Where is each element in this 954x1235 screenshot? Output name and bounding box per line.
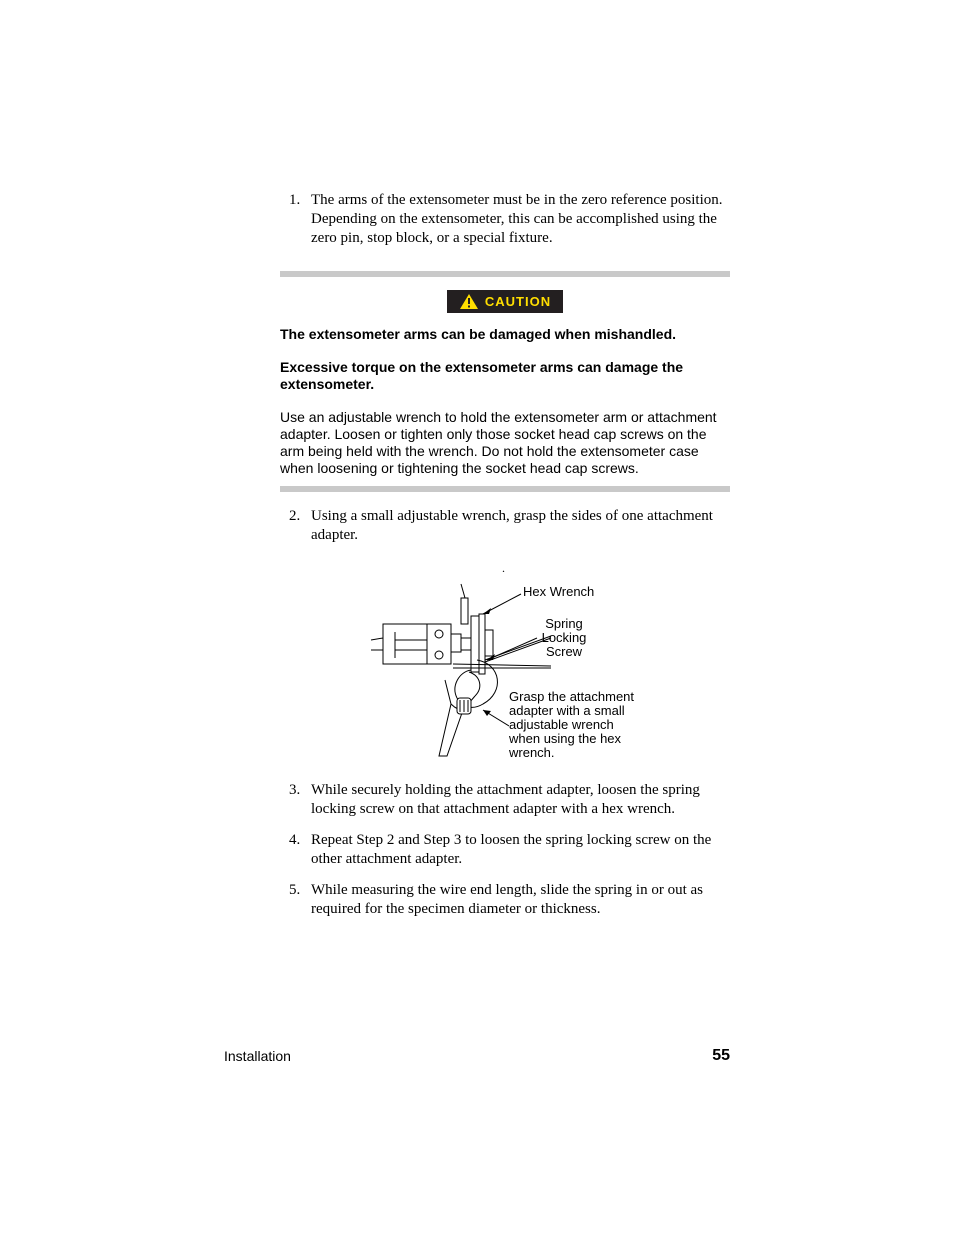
label-grasp: Grasp the attachment adapter with a small adjustable wrench when using the hex wrench. <box>509 689 635 760</box>
warning-icon <box>459 293 479 310</box>
step-number: 1. <box>289 192 301 208</box>
caution-badge <box>447 290 563 313</box>
step-text: The arms of the extensometer must be in the zero reference position. Depending on the extensometer, this can be accomplished using the zero pin, stop block, or a special fixture. <box>311 192 723 246</box>
page-number: 55 <box>712 1047 730 1064</box>
figure-dot: . <box>502 561 505 575</box>
step-5 <box>289 881 731 921</box>
label-spring-locking-screw: Spring Locking Screw <box>541 616 587 659</box>
step-text: While securely holding the attachment adapter, loosen the spring locking screw on that attachment adapter with a hex wrench. <box>311 782 700 817</box>
step-number: 2. <box>289 508 301 524</box>
step-2 <box>289 507 731 547</box>
caution-label: CAUTION <box>484 294 552 309</box>
caution-body: Use an adjustable wrench to hold the extensometer arm or attachment adapter. Loosen or tighten only those socket head cap screws on the arm being held with the wrench. Do not hold the extensometer case when loosening or tightening the socket head cap screws. <box>280 409 717 476</box>
step-3 <box>289 781 731 821</box>
caution-top-rule <box>280 271 730 277</box>
caution-heading-1: The extensometer arms can be damaged when mishandled. <box>280 326 677 342</box>
step-number: 4. <box>289 832 301 848</box>
step-text: While measuring the wire end length, slide the spring in or out as required for the specimen diameter or thickness. <box>311 882 703 917</box>
label-hex-wrench: Hex Wrench <box>523 584 595 599</box>
caution-bottom-rule <box>280 486 730 492</box>
step-number: 5. <box>289 882 301 898</box>
step-text: Using a small adjustable wrench, grasp the sides of one attachment adapter. <box>311 508 713 543</box>
caution-heading-2: Excessive torque on the extensometer arms can damage the extensometer. <box>280 359 684 392</box>
step-number: 3. <box>289 782 301 798</box>
step-text: Repeat Step 2 and Step 3 to loosen the spring locking screw on the other attachment adapter. <box>311 832 712 867</box>
footer-section: Installation <box>224 1048 291 1064</box>
step-1 <box>289 191 731 251</box>
step-4 <box>289 831 731 871</box>
